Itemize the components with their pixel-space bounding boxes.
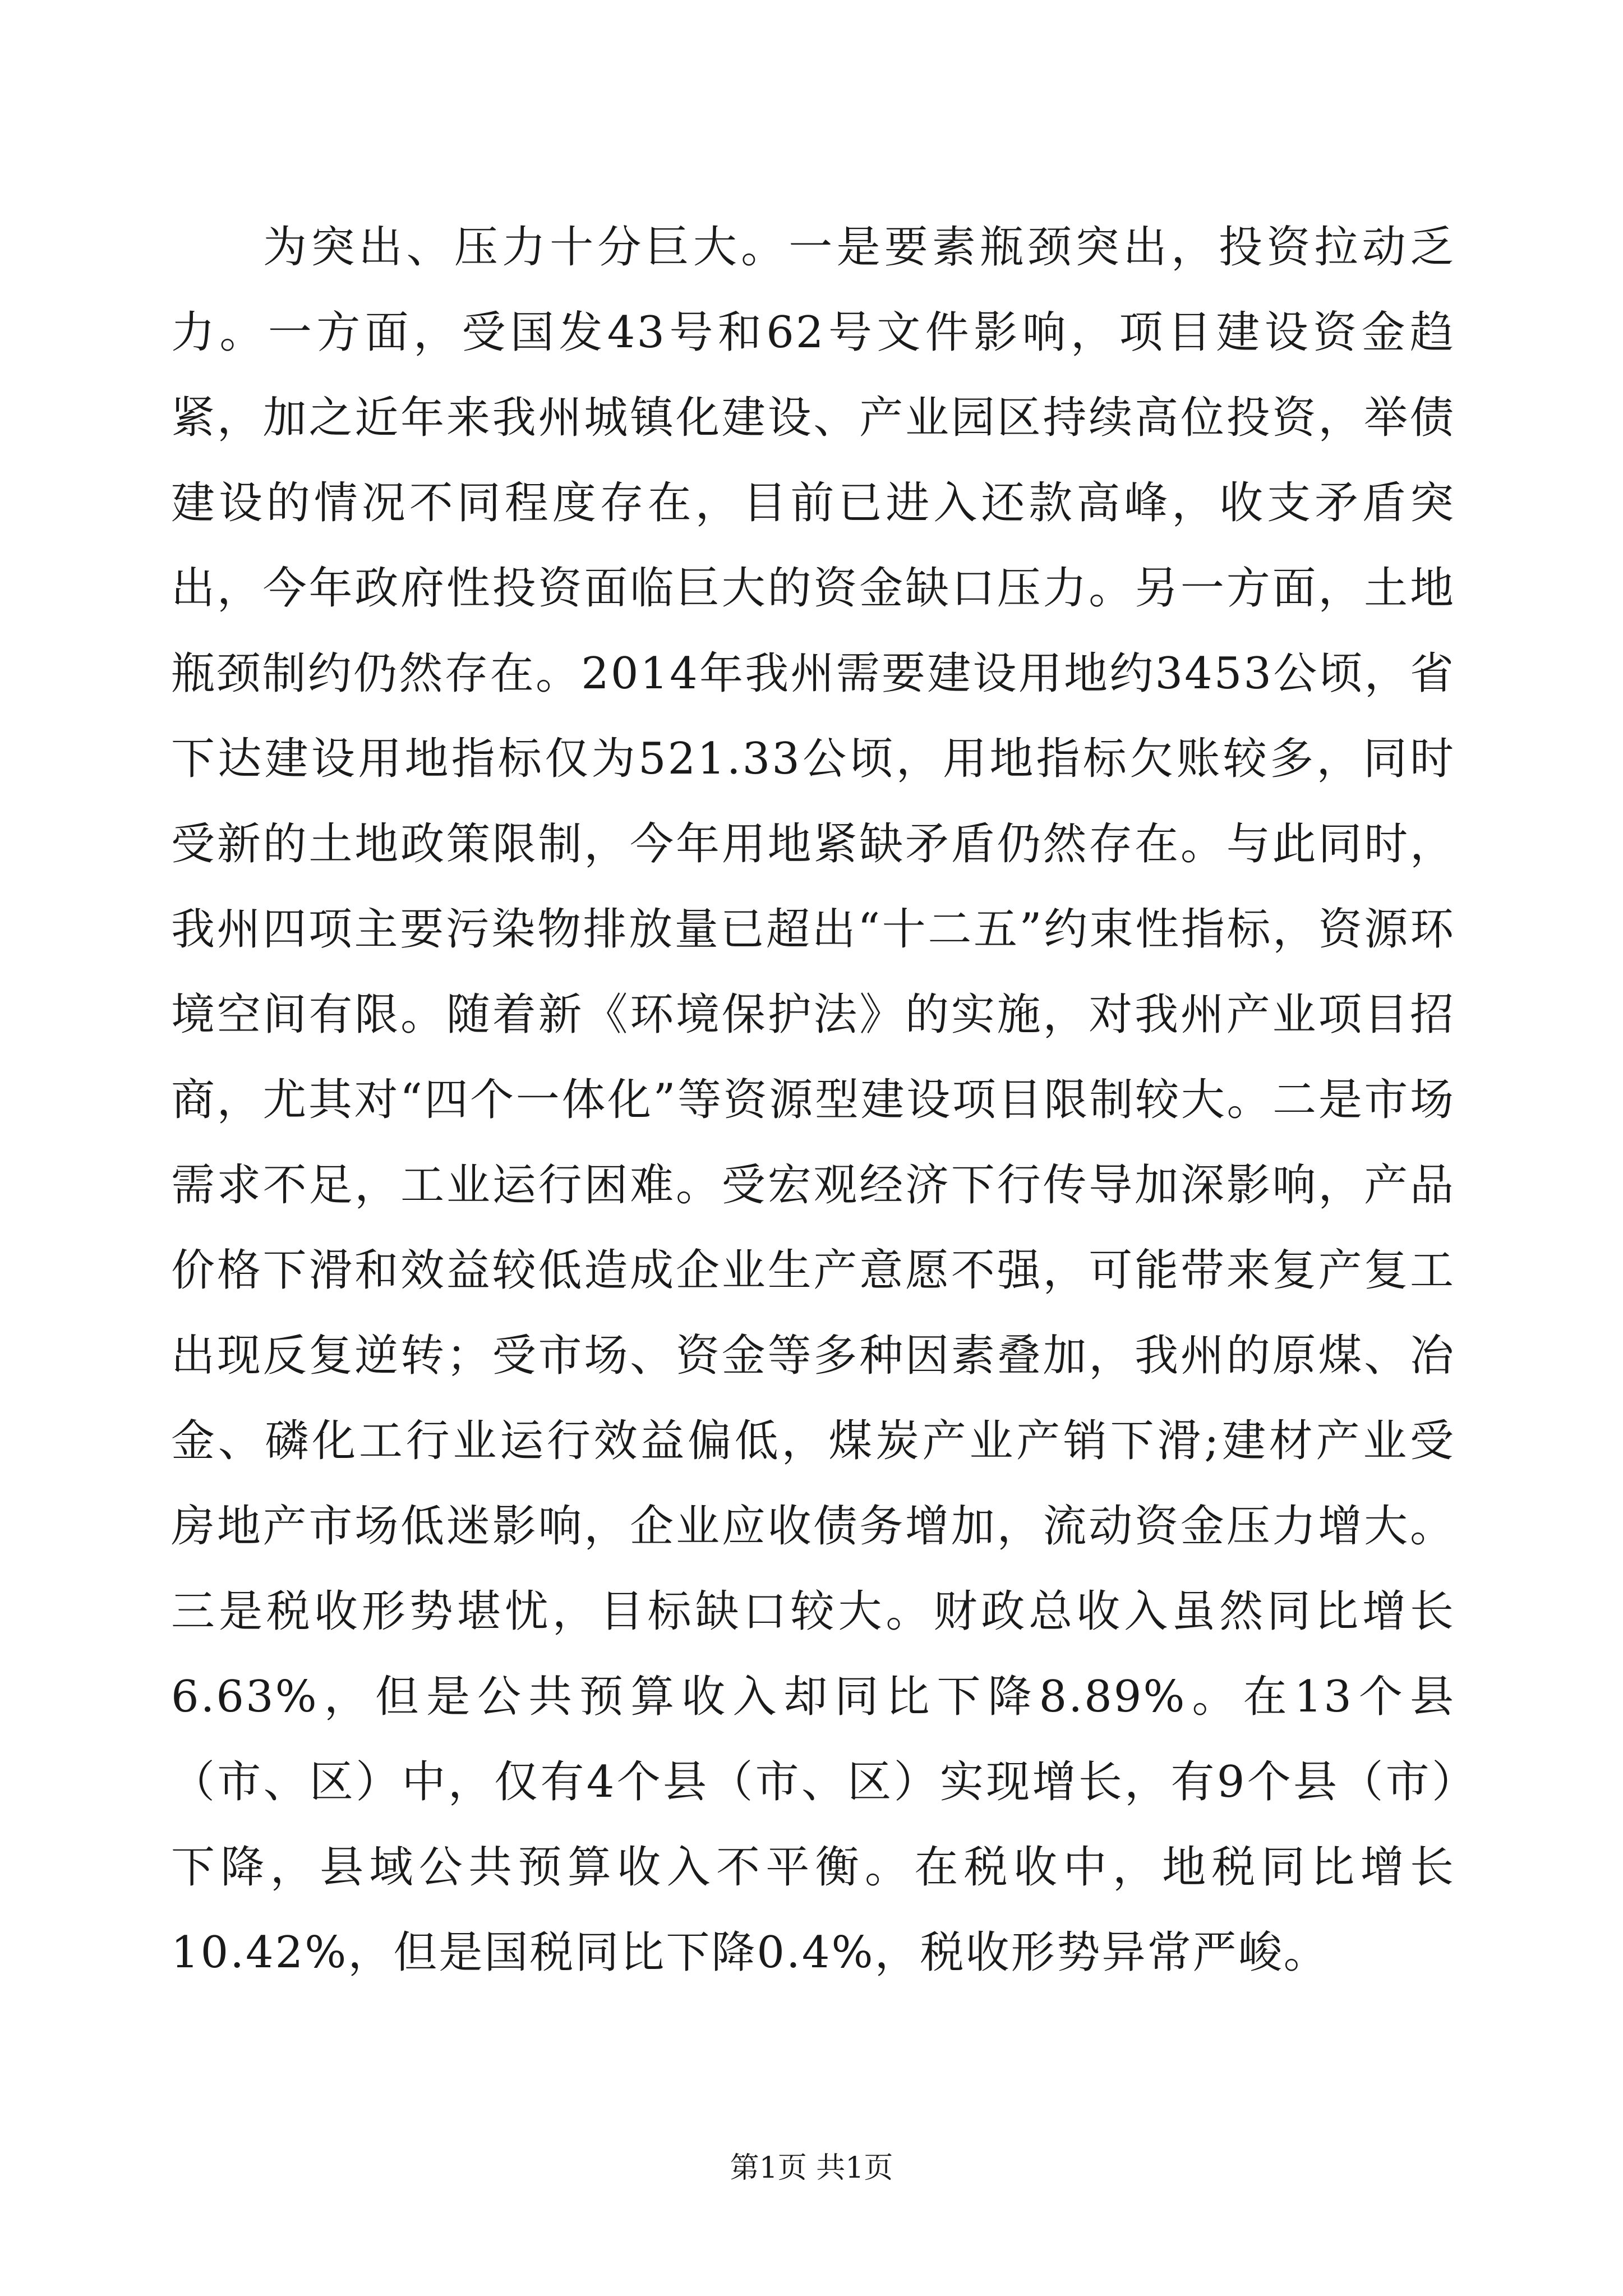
page-number-footer: 第1页 共1页: [730, 2151, 893, 2185]
body-paragraph: 为突出、压力十分巨大。一是要素瓶颈突出，投资拉动乏力。一方面，受国发43号和62号文件影响，项目建设资金趋紧，加之近年来我州城镇化建设、产业园区持续高位投资，举债建设的情况不同程度存在，目前已进入还款高峰，收支矛盾突出，今年政府性投资面临巨大的资金缺口压力。另一方面，土地瓶颈制约仍然存在。2014年我州需要建设用地约3453公顷，省下达建设用地指标仅为521.33公顷，用地指标欠账较多，同时受新的土地政策限制，今年用地紧缺矛盾仍然存在。与此同时，我州四项主要污染物排放量已超出“十二五”约束性指标，资源环境空间有限。随着新《环境保护法》的实施，对我州产业项目招商，尤其对“四个一体化”等资源型建设项目限制较大。二是市场需求不足，工业运行困难。受宏观经济下行传导加深影响，产品价格下滑和效益较低造成企业生产意愿不强，可能带来复产复工出现反复逆转；受市场、资金等多种因素叠加，我州的原煤、冶金、磷化工行业运行效益偏低，煤炭产业产销下滑;建材产业受房地产市场低迷影响，企业应收债务增加，流动资金压力增大。三是税收形势堪忧，目标缺口较大。财政总收入虽然同比增长6.63%，但是公共预算收入却同比下降8.89%。在13个县（市、区）中，仅有4个县（市、区）实现增长，有9个县（市）下降，县域公共预算收入不平衡。在税收中，地税同比增长10.42%，但是国税同比下降0.4%，税收形势异常严峻。: [171, 222, 1455, 1978]
